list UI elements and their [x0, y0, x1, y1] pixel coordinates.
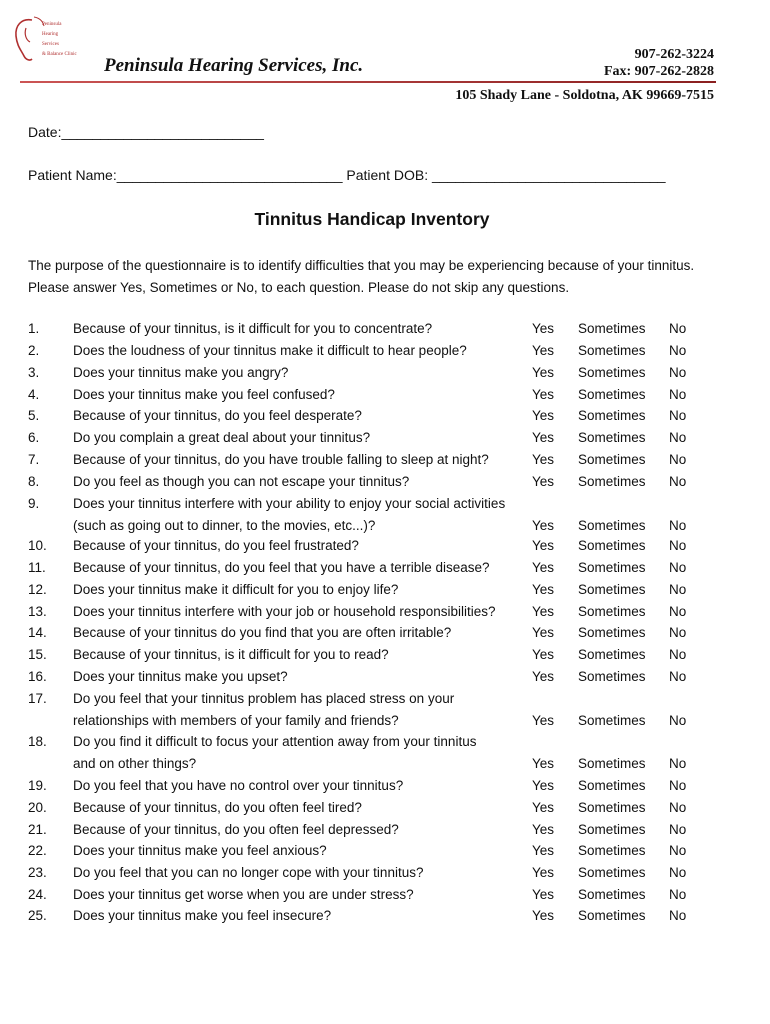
question-text: Does your tinnitus make you feel anxious?	[73, 843, 327, 858]
answer-no[interactable]: No	[669, 887, 687, 902]
answer-no[interactable]: No	[669, 756, 687, 771]
answer-sometimes[interactable]: Sometimes	[578, 778, 646, 793]
answer-sometimes[interactable]: Sometimes	[578, 756, 646, 771]
answer-sometimes[interactable]: Sometimes	[578, 604, 646, 619]
answer-no[interactable]: No	[669, 669, 687, 684]
question-row	[0, 734, 770, 771]
answer-no[interactable]: No	[669, 538, 687, 553]
date-field[interactable]: Date:__________________________	[28, 124, 264, 140]
answer-yes[interactable]: Yes	[532, 582, 555, 597]
question-row	[0, 625, 770, 645]
answer-no[interactable]: No	[669, 387, 687, 402]
question-text: Because of your tinnitus, do you often feel depressed?	[73, 822, 399, 837]
question-row	[0, 778, 770, 798]
patient-info-fields[interactable]: Patient Name:_____________________________ Patient DOB: ______________________________	[28, 167, 666, 183]
answer-yes[interactable]: Yes	[532, 408, 555, 423]
answer-no[interactable]: No	[669, 908, 687, 923]
answer-no[interactable]: No	[669, 778, 687, 793]
question-number: 13.	[28, 604, 47, 619]
answer-yes[interactable]: Yes	[532, 518, 555, 533]
answer-sometimes[interactable]: Sometimes	[578, 625, 646, 640]
answer-no[interactable]: No	[669, 604, 687, 619]
clinic-logo	[12, 14, 77, 64]
logo-text-line: Peninsula	[42, 22, 62, 27]
answer-no[interactable]: No	[669, 452, 687, 467]
question-text: Does the loudness of your tinnitus make it difficult to hear people?	[73, 343, 467, 358]
question-row	[0, 908, 770, 928]
answer-yes[interactable]: Yes	[532, 604, 555, 619]
answer-no[interactable]: No	[669, 474, 687, 489]
question-number: 10.	[28, 538, 47, 553]
question-number: 21.	[28, 822, 47, 837]
answer-sometimes[interactable]: Sometimes	[578, 843, 646, 858]
question-row	[0, 538, 770, 558]
form-title: Tinnitus Handicap Inventory	[254, 209, 490, 229]
question-number: 23.	[28, 865, 47, 880]
answer-yes[interactable]: Yes	[532, 343, 555, 358]
clinic-address: 105 Shady Lane - Soldotna, AK 99669-7515	[455, 88, 714, 103]
question-number: 11.	[28, 560, 46, 575]
answer-no[interactable]: No	[669, 843, 687, 858]
question-text: Do you feel that you have no control over your tinnitus?	[73, 778, 404, 793]
answer-yes[interactable]: Yes	[532, 822, 555, 837]
question-number: 12.	[28, 582, 47, 597]
question-number: 17.	[28, 691, 47, 706]
question-number: 18.	[28, 734, 47, 749]
answer-sometimes[interactable]: Sometimes	[578, 518, 646, 533]
question-text: Does your tinnitus interfere with your ability to enjoy your social activities	[73, 496, 506, 511]
question-number: 14.	[28, 625, 47, 640]
question-number: 3.	[28, 365, 40, 380]
answer-sometimes[interactable]: Sometimes	[578, 387, 646, 402]
answer-sometimes[interactable]: Sometimes	[578, 343, 646, 358]
question-row	[0, 887, 770, 907]
question-row	[0, 560, 770, 580]
question-text: Because of your tinnitus do you find that you are often irritable?	[73, 625, 452, 640]
answer-yes[interactable]: Yes	[532, 538, 555, 553]
answer-sometimes[interactable]: Sometimes	[578, 321, 646, 336]
question-text: Do you complain a great deal about your tinnitus?	[73, 430, 371, 445]
answer-yes[interactable]: Yes	[532, 430, 555, 445]
answer-no[interactable]: No	[669, 321, 687, 336]
question-text: Because of your tinnitus, do you feel desperate?	[73, 408, 362, 423]
question-row	[0, 496, 770, 533]
answer-yes[interactable]: Yes	[532, 778, 555, 793]
phone-number: 907-262-3224	[634, 47, 714, 62]
answer-yes[interactable]: Yes	[532, 713, 555, 728]
question-text: Do you feel that you can no longer cope with your tinnitus?	[73, 865, 424, 880]
question-text: Because of your tinnitus, is it difficult for you to read?	[73, 647, 389, 662]
question-number: 8.	[28, 474, 40, 489]
answer-yes[interactable]: Yes	[532, 474, 555, 489]
answer-no[interactable]: No	[669, 582, 687, 597]
answer-sometimes[interactable]: Sometimes	[578, 822, 646, 837]
question-number: 24.	[28, 887, 47, 902]
answer-yes[interactable]: Yes	[532, 887, 555, 902]
question-text: Does your tinnitus get worse when you are under stress?	[73, 887, 414, 902]
answer-no[interactable]: No	[669, 822, 687, 837]
answer-sometimes[interactable]: Sometimes	[578, 365, 646, 380]
answer-sometimes[interactable]: Sometimes	[578, 582, 646, 597]
question-number: 7.	[28, 452, 40, 467]
logo-text-line: Services	[42, 42, 59, 47]
logo-text-line: Hearing	[42, 32, 59, 37]
question-row	[0, 822, 770, 842]
question-text: Do you feel that your tinnitus problem has placed stress on your	[73, 691, 455, 706]
question-number: 16.	[28, 669, 47, 684]
header-divider	[20, 81, 716, 83]
answer-sometimes[interactable]: Sometimes	[578, 800, 646, 815]
fax-number: Fax: 907-262-2828	[603, 64, 714, 79]
intro-line: Please answer Yes, Sometimes or No, to each question. Please do not skip any questions.	[28, 280, 570, 295]
answer-yes[interactable]: Yes	[532, 452, 555, 467]
answer-yes[interactable]: Yes	[532, 843, 555, 858]
answer-no[interactable]: No	[669, 518, 687, 533]
answer-sometimes[interactable]: Sometimes	[578, 908, 646, 923]
contact-block	[604, 46, 714, 80]
answer-sometimes[interactable]: Sometimes	[578, 647, 646, 662]
question-row	[0, 321, 770, 341]
answer-yes[interactable]: Yes	[532, 908, 555, 923]
question-text: Does your tinnitus make you upset?	[73, 669, 288, 684]
question-text: Because of your tinnitus, do you have trouble falling to sleep at night?	[73, 452, 489, 467]
question-row	[0, 387, 770, 407]
question-text: Does your tinnitus make you feel insecure?	[73, 908, 332, 923]
answer-no[interactable]: No	[669, 560, 687, 575]
answer-sometimes[interactable]: Sometimes	[578, 538, 646, 553]
question-row	[0, 365, 770, 385]
answer-yes[interactable]: Yes	[532, 365, 555, 380]
question-number: 1.	[28, 321, 40, 336]
ear-logo-icon	[12, 14, 46, 64]
answer-yes[interactable]: Yes	[532, 647, 555, 662]
question-text: Because of your tinnitus, do you feel that you have a terrible disease?	[73, 560, 490, 575]
answer-yes[interactable]: Yes	[532, 625, 555, 640]
answer-sometimes[interactable]: Sometimes	[578, 430, 646, 445]
question-text: Does your tinnitus make you feel confused?	[73, 387, 335, 402]
answer-no[interactable]: No	[669, 865, 687, 880]
question-number: 25.	[28, 908, 47, 923]
answer-yes[interactable]: Yes	[532, 669, 555, 684]
question-text: Do you find it difficult to focus your attention away from your tinnitus	[73, 734, 477, 749]
question-row	[0, 691, 770, 728]
answer-sometimes[interactable]: Sometimes	[578, 713, 646, 728]
answer-no[interactable]: No	[669, 408, 687, 423]
question-text: Does your tinnitus make you angry?	[73, 365, 289, 380]
answer-yes[interactable]: Yes	[532, 865, 555, 880]
question-row	[0, 604, 770, 624]
answer-sometimes[interactable]: Sometimes	[578, 452, 646, 467]
answer-sometimes[interactable]: Sometimes	[578, 560, 646, 575]
question-text: Because of your tinnitus, do you often feel tired?	[73, 800, 362, 815]
question-row	[0, 647, 770, 667]
question-number: 22.	[28, 843, 47, 858]
question-number: 2.	[28, 343, 40, 358]
question-row	[0, 430, 770, 450]
question-text-continued: relationships with members of your family and friends?	[73, 713, 399, 728]
question-text-continued: (such as going out to dinner, to the movies, etc...)?	[73, 518, 376, 533]
question-row	[0, 582, 770, 602]
question-row	[0, 843, 770, 863]
question-number: 4.	[28, 387, 40, 402]
answer-no[interactable]: No	[669, 713, 687, 728]
question-text: Does your tinnitus interfere with your job or household responsibilities?	[73, 604, 496, 619]
question-text: Do you feel as though you can not escape your tinnitus?	[73, 474, 410, 489]
answer-sometimes[interactable]: Sometimes	[578, 408, 646, 423]
question-text: Because of your tinnitus, is it difficult for you to concentrate?	[73, 321, 433, 336]
answer-sometimes[interactable]: Sometimes	[578, 887, 646, 902]
answer-no[interactable]: No	[669, 430, 687, 445]
question-number: 6.	[28, 430, 40, 445]
answer-no[interactable]: No	[669, 365, 687, 380]
question-text: Does your tinnitus make it difficult for you to enjoy life?	[73, 582, 399, 597]
answer-sometimes[interactable]: Sometimes	[578, 474, 646, 489]
question-row	[0, 865, 770, 885]
question-row	[0, 474, 770, 494]
question-row	[0, 800, 770, 820]
question-text-continued: and on other things?	[73, 756, 197, 771]
question-row	[0, 669, 770, 689]
answer-yes[interactable]: Yes	[532, 800, 555, 815]
answer-yes[interactable]: Yes	[532, 387, 555, 402]
answer-yes[interactable]: Yes	[532, 560, 555, 575]
question-number: 9.	[28, 496, 40, 511]
question-number: 15.	[28, 647, 47, 662]
question-row	[0, 408, 770, 428]
answer-no[interactable]: No	[669, 625, 687, 640]
logo-text-line: & Balance Clinic	[42, 52, 77, 57]
company-name: Peninsula Hearing Services, Inc.	[104, 55, 364, 76]
answer-yes[interactable]: Yes	[532, 756, 555, 771]
question-number: 5.	[28, 408, 40, 423]
question-number: 20.	[28, 800, 47, 815]
answer-sometimes[interactable]: Sometimes	[578, 669, 646, 684]
question-number: 19.	[28, 778, 47, 793]
answer-no[interactable]: No	[669, 800, 687, 815]
intro-line: The purpose of the questionnaire is to identify difficulties that you may be experiencing because of your tinnitus.	[28, 258, 695, 273]
question-text: Because of your tinnitus, do you feel frustrated?	[73, 538, 359, 553]
answer-sometimes[interactable]: Sometimes	[578, 865, 646, 880]
question-row	[0, 343, 770, 363]
answer-no[interactable]: No	[669, 647, 687, 662]
answer-yes[interactable]: Yes	[532, 321, 555, 336]
answer-no[interactable]: No	[669, 343, 687, 358]
question-row	[0, 452, 770, 472]
